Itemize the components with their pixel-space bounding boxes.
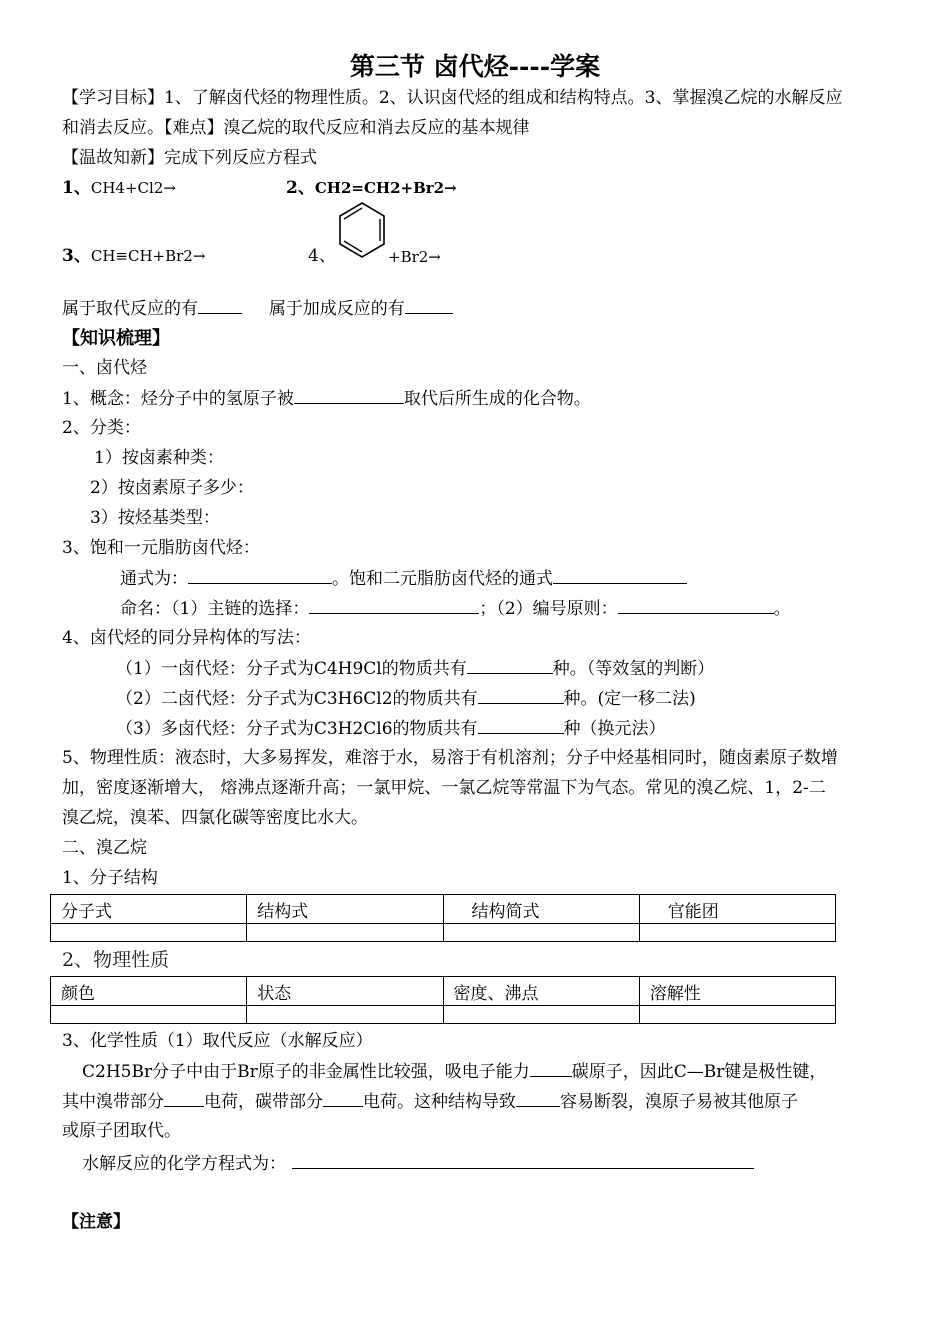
objectives-line-2: 和消去反应。【难点】溴乙烷的取代反应和消去反应的基本规律 — [62, 118, 530, 138]
general-formula-line — [120, 568, 687, 589]
isomer-1-text-a: （1）一卤代烃：分子式为C4H9Cl的物质共有 — [116, 659, 467, 679]
structure-header-condensed: 结构简式 — [443, 895, 639, 924]
naming-text-a: 命名：（1）主链的选择： — [120, 599, 310, 619]
chem-blank-4[interactable] — [516, 1091, 560, 1107]
isomer-2-blank[interactable] — [478, 688, 564, 704]
physical-cell-color[interactable] — [51, 1006, 247, 1024]
reaction-type-line — [62, 298, 453, 319]
structure-header-functional-group: 官能团 — [639, 895, 835, 924]
section-2-title: 二、溴乙烷 — [62, 838, 147, 858]
chem-text-1a: C2H5Br分子中由于Br原子的非金属性比较强，吸电子能力 — [82, 1062, 530, 1082]
classify-item-1: 1）按卤素种类： — [94, 448, 224, 468]
isomer-2-text-a: （2）二卤代烃：分子式为C3H6Cl2的物质共有 — [116, 689, 478, 709]
chem-text-1b: 碳原子，因此C—Br键是极性键， — [571, 1062, 827, 1082]
isomer-1-blank[interactable] — [467, 658, 553, 674]
isomer-line-2 — [116, 688, 696, 709]
naming-blank-1[interactable] — [309, 598, 479, 614]
saturated-heading: 3、饱和一元脂肪卤代烃： — [62, 538, 260, 558]
isomer-3-text-b: 种（换元法） — [563, 719, 666, 739]
formula-text-a: 通式为： — [120, 569, 188, 589]
objectives-line-1: 【学习目标】1、了解卤代烃的物理性质。2、认识卤代烃的组成和结构特点。3、掌握溴乙烷的水解反应 — [62, 88, 843, 108]
naming-text-c: 。 — [773, 599, 791, 619]
equation-3-number: 3、 — [62, 246, 91, 266]
equation-4-number: 4、 — [308, 246, 336, 266]
equation-1-text: CH4+Cl2→ — [90, 179, 176, 197]
concept-text-a: 1、概念：烃分子中的氢原子被 — [62, 389, 294, 409]
concept-blank[interactable] — [294, 388, 404, 404]
physical-heading: 2、物理性质 — [62, 949, 170, 971]
substitution-blank[interactable] — [198, 298, 242, 314]
equation-2-text: CH2=CH2+Br2→ — [314, 179, 457, 197]
physical-properties-line-3: 溴乙烷，溴苯、四氯化碳等密度比水大。 — [62, 808, 368, 828]
hydrolysis-label: 水解反应的化学方程式为： — [82, 1154, 286, 1174]
concept-text-b: 取代后所生成的化合物。 — [403, 389, 591, 409]
isomer-3-text-a: （3）多卤代烃：分子式为C3H2Cl6的物质共有 — [116, 719, 478, 739]
isomer-2-text-b: 种。(定一移二法) — [563, 689, 696, 709]
structure-header-formula: 分子式 — [51, 895, 247, 924]
equation-3 — [62, 246, 205, 266]
isomer-line-3 — [116, 718, 666, 739]
isomer-line-1 — [116, 658, 714, 679]
knowledge-heading: 【知识梳理】 — [62, 328, 170, 349]
chem-paragraph-line-1 — [82, 1061, 826, 1082]
hydrolysis-line — [82, 1153, 754, 1174]
section-1-title: 一、卤代烃 — [62, 358, 147, 378]
structure-cell-functional-group[interactable] — [639, 924, 835, 942]
structure-header-structural: 结构式 — [247, 895, 443, 924]
structure-cell-formula[interactable] — [51, 924, 247, 942]
chem-blank-2[interactable] — [164, 1091, 204, 1107]
chem-blank-1[interactable] — [530, 1061, 572, 1077]
naming-text-b: ；（2）编号原则： — [479, 599, 618, 619]
physical-table — [50, 976, 836, 1024]
addition-blank[interactable] — [405, 298, 453, 314]
physical-header-state: 状态 — [247, 977, 443, 1006]
physical-cell-state[interactable] — [247, 1006, 443, 1024]
naming-line — [120, 598, 791, 619]
chemical-heading: 3、化学性质（1）取代反应（水解反应） — [62, 1031, 373, 1051]
chem-paragraph-line-2 — [62, 1091, 798, 1112]
page-title: 第三节 卤代烃----学案 — [349, 52, 601, 81]
chem-text-2a: 其中溴带部分 — [62, 1092, 164, 1112]
classify-item-2: 2）按卤素原子多少： — [90, 478, 254, 498]
formula-blank-1[interactable] — [188, 568, 332, 584]
physical-cell-solubility[interactable] — [639, 1006, 835, 1024]
formula-blank-2[interactable] — [553, 568, 687, 584]
isomer-1-text-b: 种。（等效氢的判断） — [552, 659, 715, 679]
chem-blank-3[interactable] — [323, 1091, 363, 1107]
naming-blank-2[interactable] — [618, 598, 774, 614]
structure-cell-condensed[interactable] — [443, 924, 639, 942]
structure-heading: 1、分子结构 — [62, 868, 158, 888]
chem-text-2d: 容易断裂，溴原子易被其他原子 — [560, 1092, 798, 1112]
physical-cell-density[interactable] — [443, 1006, 639, 1024]
equation-3-text: CH≡CH+Br2→ — [90, 247, 206, 265]
structure-table — [50, 894, 836, 942]
isomer-3-blank[interactable] — [478, 718, 564, 734]
equation-1-number: 1、 — [62, 178, 91, 198]
chem-text-2c: 电荷。这种结构导致 — [363, 1092, 516, 1112]
hydrolysis-blank[interactable] — [292, 1153, 754, 1169]
physical-header-density: 密度、沸点 — [443, 977, 639, 1006]
chem-paragraph-line-3: 或原子团取代。 — [62, 1121, 181, 1141]
physical-header-color: 颜色 — [51, 977, 247, 1006]
classify-heading: 2、分类： — [62, 418, 141, 438]
formula-text-b: 。饱和二元脂肪卤代烃的通式 — [332, 569, 553, 589]
chem-text-2b: 电荷，碳带部分 — [204, 1092, 323, 1112]
equation-2-number: 2、 — [286, 178, 315, 198]
isomer-heading: 4、卤代烃的同分异构体的写法： — [62, 628, 311, 648]
structure-cell-structural[interactable] — [247, 924, 443, 942]
equation-2 — [286, 178, 457, 198]
physical-properties-line-2: 加，密度逐渐增大， 熔沸点逐渐升高；一氯甲烷、一氯乙烷等常温下为气态。常见的溴乙烷、1，2-二 — [62, 778, 826, 798]
classify-item-3: 3）按烃基类型： — [90, 508, 220, 528]
review-heading: 【温故知新】完成下列反应方程式 — [62, 148, 317, 168]
physical-properties-line-1: 5、物理性质：液态时，大多易挥发，难溶于水，易溶于有机溶剂；分子中烃基相同时，随卤素原子数增 — [62, 748, 838, 768]
equation-1 — [62, 178, 176, 198]
note-heading: 【注意】 — [62, 1212, 130, 1232]
physical-header-solubility: 溶解性 — [639, 977, 835, 1006]
addition-label: 属于加成反应的有 — [268, 299, 405, 319]
equation-4-text: +Br2→ — [388, 248, 441, 266]
concept-line — [62, 388, 591, 409]
benzene-ring-icon — [336, 200, 388, 264]
substitution-label: 属于取代反应的有 — [62, 299, 198, 319]
